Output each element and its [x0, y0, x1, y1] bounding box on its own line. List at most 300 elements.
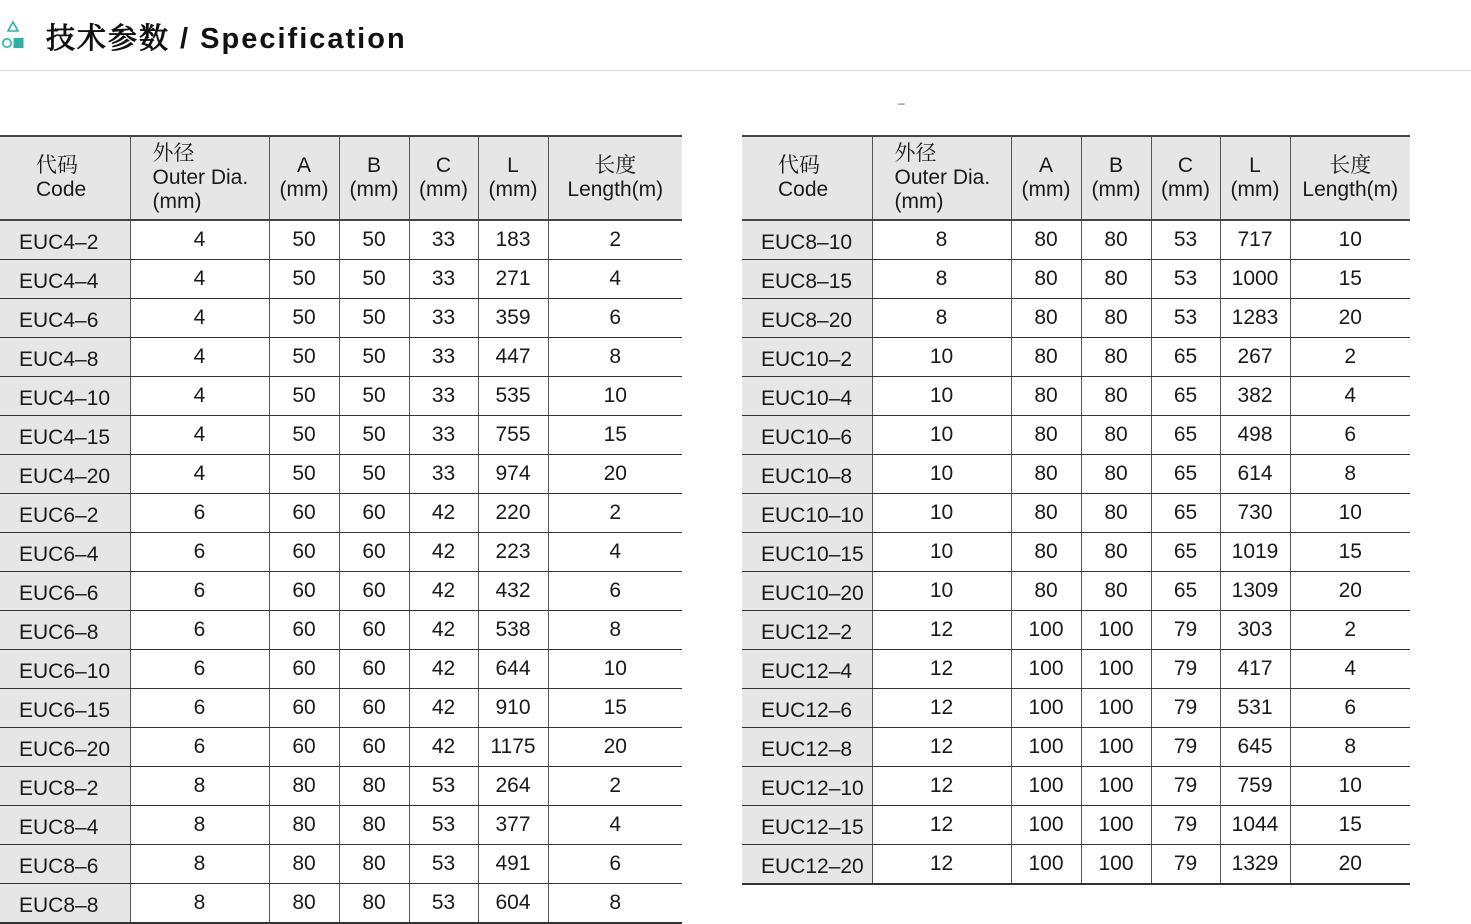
l-cell: 447 — [478, 338, 548, 377]
b-cell: 50 — [339, 377, 409, 416]
b-cell: 60 — [339, 689, 409, 728]
a-cell: 100 — [1011, 611, 1081, 650]
c-cell: 65 — [1151, 416, 1220, 455]
table-row — [0, 299, 682, 338]
code-cell: EUC10–20 — [742, 572, 872, 611]
l-cell: 491 — [478, 845, 548, 884]
table-row — [742, 494, 1410, 533]
b-cell: 80 — [1081, 416, 1151, 455]
outer-dia-cell: 12 — [872, 650, 1011, 689]
outer-dia-cell: 4 — [130, 260, 269, 299]
l-cell: 267 — [1220, 338, 1290, 377]
b-cell: 60 — [339, 533, 409, 572]
a-cell: 80 — [1011, 299, 1081, 338]
outer-dia-cell: 6 — [130, 728, 269, 767]
length-cell: 10 — [1290, 220, 1410, 260]
c-cell: 42 — [409, 689, 478, 728]
a-cell: 80 — [1011, 494, 1081, 533]
a-cell: 80 — [1011, 455, 1081, 494]
c-cell: 42 — [409, 611, 478, 650]
b-cell: 80 — [339, 884, 409, 924]
length-cell: 2 — [1290, 338, 1410, 377]
c-cell: 79 — [1151, 611, 1220, 650]
b-cell: 80 — [1081, 494, 1151, 533]
code-cell: EUC8–2 — [0, 767, 130, 806]
outer-dia-cell: 12 — [872, 806, 1011, 845]
length-cell: 15 — [1290, 260, 1410, 299]
l-cell: 1019 — [1220, 533, 1290, 572]
outer-dia-cell: 6 — [130, 611, 269, 650]
c-cell: 42 — [409, 728, 478, 767]
outer-dia-cell: 10 — [872, 455, 1011, 494]
a-cell: 50 — [269, 455, 339, 494]
outer-dia-cell: 6 — [130, 650, 269, 689]
c-cell: 42 — [409, 494, 478, 533]
length-cell: 10 — [548, 650, 682, 689]
header-outer-dia: 外径 Outer Dia. (mm) — [130, 136, 269, 220]
table-header-row — [0, 136, 682, 220]
code-cell: EUC8–8 — [0, 884, 130, 924]
b-cell: 50 — [339, 260, 409, 299]
a-cell: 60 — [269, 572, 339, 611]
l-cell: 359 — [478, 299, 548, 338]
length-cell: 4 — [548, 806, 682, 845]
code-cell: EUC6–2 — [0, 494, 130, 533]
a-cell: 100 — [1011, 728, 1081, 767]
length-cell: 15 — [1290, 806, 1410, 845]
c-cell: 42 — [409, 533, 478, 572]
c-cell: 33 — [409, 338, 478, 377]
b-cell: 100 — [1081, 611, 1151, 650]
table-row — [742, 689, 1410, 728]
code-cell: EUC4–20 — [0, 455, 130, 494]
a-cell: 80 — [1011, 572, 1081, 611]
a-cell: 60 — [269, 494, 339, 533]
a-cell: 80 — [1011, 260, 1081, 299]
length-cell: 4 — [548, 533, 682, 572]
c-cell: 33 — [409, 220, 478, 260]
header-b: B (mm) — [339, 136, 409, 220]
header-code: 代码 Code — [0, 136, 130, 220]
table-row — [0, 533, 682, 572]
a-cell: 100 — [1011, 845, 1081, 885]
b-cell: 50 — [339, 416, 409, 455]
code-cell: EUC10–6 — [742, 416, 872, 455]
length-cell: 6 — [1290, 416, 1410, 455]
c-cell: 53 — [409, 884, 478, 924]
b-cell: 80 — [1081, 377, 1151, 416]
table-row — [0, 884, 682, 924]
c-cell: 53 — [409, 767, 478, 806]
a-cell: 50 — [269, 377, 339, 416]
c-cell: 65 — [1151, 533, 1220, 572]
outer-dia-cell: 10 — [872, 533, 1011, 572]
b-cell: 60 — [339, 728, 409, 767]
table-row — [742, 338, 1410, 377]
table-row — [0, 611, 682, 650]
spec-table-left — [0, 135, 682, 924]
a-cell: 80 — [269, 767, 339, 806]
table-row — [742, 572, 1410, 611]
l-cell: 717 — [1220, 220, 1290, 260]
c-cell: 79 — [1151, 689, 1220, 728]
l-cell: 730 — [1220, 494, 1290, 533]
c-cell: 79 — [1151, 806, 1220, 845]
l-cell: 417 — [1220, 650, 1290, 689]
table-row — [742, 650, 1410, 689]
length-cell: 20 — [1290, 572, 1410, 611]
length-cell: 4 — [548, 260, 682, 299]
length-cell: 15 — [1290, 533, 1410, 572]
l-cell: 377 — [478, 806, 548, 845]
a-cell: 50 — [269, 416, 339, 455]
table-row — [742, 260, 1410, 299]
outer-dia-cell: 8 — [872, 220, 1011, 260]
code-cell: EUC8–10 — [742, 220, 872, 260]
code-cell: EUC4–10 — [0, 377, 130, 416]
outer-dia-cell: 6 — [130, 533, 269, 572]
length-cell: 10 — [1290, 767, 1410, 806]
header-l: L (mm) — [478, 136, 548, 220]
table-row — [742, 611, 1410, 650]
c-cell: 53 — [409, 806, 478, 845]
c-cell: 53 — [409, 845, 478, 884]
header-c: C (mm) — [1151, 136, 1220, 220]
a-cell: 80 — [1011, 416, 1081, 455]
c-cell: 42 — [409, 572, 478, 611]
table-row — [742, 533, 1410, 572]
b-cell: 80 — [1081, 533, 1151, 572]
code-cell: EUC12–10 — [742, 767, 872, 806]
code-cell: EUC12–8 — [742, 728, 872, 767]
outer-dia-cell: 6 — [130, 572, 269, 611]
code-cell: EUC12–2 — [742, 611, 872, 650]
table-row — [742, 845, 1410, 885]
table-row — [0, 767, 682, 806]
length-cell: 6 — [548, 299, 682, 338]
code-cell: EUC6–8 — [0, 611, 130, 650]
l-cell: 1283 — [1220, 299, 1290, 338]
code-cell: EUC10–15 — [742, 533, 872, 572]
length-cell: 20 — [548, 455, 682, 494]
table-row — [742, 728, 1410, 767]
table-row — [742, 220, 1410, 260]
outer-dia-cell: 4 — [130, 338, 269, 377]
a-cell: 100 — [1011, 806, 1081, 845]
code-cell: EUC10–4 — [742, 377, 872, 416]
outer-dia-cell: 10 — [872, 377, 1011, 416]
length-cell: 2 — [548, 220, 682, 260]
table-row — [0, 377, 682, 416]
a-cell: 80 — [1011, 220, 1081, 260]
a-cell: 100 — [1011, 689, 1081, 728]
b-cell: 100 — [1081, 806, 1151, 845]
outer-dia-cell: 8 — [872, 299, 1011, 338]
length-cell: 4 — [1290, 650, 1410, 689]
c-cell: 33 — [409, 416, 478, 455]
code-cell: EUC8–20 — [742, 299, 872, 338]
a-cell: 60 — [269, 611, 339, 650]
outer-dia-cell: 8 — [130, 806, 269, 845]
header-a: A (mm) — [1011, 136, 1081, 220]
length-cell: 4 — [1290, 377, 1410, 416]
b-cell: 60 — [339, 611, 409, 650]
code-cell: EUC10–10 — [742, 494, 872, 533]
a-cell: 50 — [269, 260, 339, 299]
b-cell: 100 — [1081, 767, 1151, 806]
table-row — [0, 455, 682, 494]
a-cell: 80 — [269, 845, 339, 884]
length-cell: 15 — [548, 416, 682, 455]
outer-dia-cell: 8 — [130, 767, 269, 806]
b-cell: 80 — [1081, 572, 1151, 611]
outer-dia-cell: 8 — [130, 845, 269, 884]
l-cell: 303 — [1220, 611, 1290, 650]
outer-dia-cell: 6 — [130, 494, 269, 533]
code-cell: EUC8–6 — [0, 845, 130, 884]
table-row — [0, 689, 682, 728]
b-cell: 80 — [1081, 455, 1151, 494]
b-cell: 80 — [1081, 338, 1151, 377]
c-cell: 42 — [409, 650, 478, 689]
header-length: 长度 Length(m) — [548, 136, 682, 220]
l-cell: 498 — [1220, 416, 1290, 455]
l-cell: 1175 — [478, 728, 548, 767]
outer-dia-cell: 6 — [130, 689, 269, 728]
l-cell: 432 — [478, 572, 548, 611]
a-cell: 80 — [269, 806, 339, 845]
length-cell: 20 — [548, 728, 682, 767]
length-cell: 6 — [548, 845, 682, 884]
table-row — [742, 416, 1410, 455]
b-cell: 100 — [1081, 728, 1151, 767]
l-cell: 1000 — [1220, 260, 1290, 299]
table-header-row — [742, 136, 1410, 220]
code-cell: EUC12–20 — [742, 845, 872, 885]
outer-dia-cell: 8 — [872, 260, 1011, 299]
code-cell: EUC12–15 — [742, 806, 872, 845]
outer-dia-cell: 12 — [872, 845, 1011, 885]
a-cell: 80 — [1011, 377, 1081, 416]
length-cell: 8 — [548, 611, 682, 650]
b-cell: 100 — [1081, 845, 1151, 885]
length-cell: 8 — [548, 884, 682, 924]
outer-dia-cell: 4 — [130, 377, 269, 416]
a-cell: 50 — [269, 220, 339, 260]
code-cell: EUC6–6 — [0, 572, 130, 611]
code-cell: EUC6–20 — [0, 728, 130, 767]
b-cell: 60 — [339, 650, 409, 689]
code-cell: EUC8–4 — [0, 806, 130, 845]
spec-table-right — [742, 135, 1410, 885]
code-cell: EUC6–15 — [0, 689, 130, 728]
l-cell: 1329 — [1220, 845, 1290, 885]
c-cell: 79 — [1151, 767, 1220, 806]
b-cell: 80 — [1081, 260, 1151, 299]
code-cell: EUC4–4 — [0, 260, 130, 299]
a-cell: 60 — [269, 689, 339, 728]
code-cell: EUC8–15 — [742, 260, 872, 299]
c-cell: 65 — [1151, 455, 1220, 494]
outer-dia-cell: 10 — [872, 572, 1011, 611]
page-title: 技术参数 / Specification — [46, 23, 407, 55]
outer-dia-cell: 10 — [872, 416, 1011, 455]
a-cell: 60 — [269, 650, 339, 689]
table-row — [742, 806, 1410, 845]
outer-dia-cell: 10 — [872, 494, 1011, 533]
c-cell: 33 — [409, 260, 478, 299]
outer-dia-cell: 12 — [872, 689, 1011, 728]
table-row — [0, 220, 682, 260]
outer-dia-cell: 4 — [130, 220, 269, 260]
l-cell: 1044 — [1220, 806, 1290, 845]
table-row — [0, 728, 682, 767]
length-cell: 10 — [1290, 494, 1410, 533]
length-cell: 2 — [548, 494, 682, 533]
code-cell: EUC4–15 — [0, 416, 130, 455]
outer-dia-cell: 10 — [872, 338, 1011, 377]
l-cell: 759 — [1220, 767, 1290, 806]
c-cell: 65 — [1151, 494, 1220, 533]
table-row — [0, 338, 682, 377]
code-cell: EUC12–6 — [742, 689, 872, 728]
l-cell: 183 — [478, 220, 548, 260]
code-cell: EUC6–4 — [0, 533, 130, 572]
b-cell: 80 — [339, 806, 409, 845]
l-cell: 1309 — [1220, 572, 1290, 611]
length-cell: 6 — [1290, 689, 1410, 728]
l-cell: 614 — [1220, 455, 1290, 494]
header-outer-dia: 外径 Outer Dia. (mm) — [872, 136, 1011, 220]
l-cell: 382 — [1220, 377, 1290, 416]
header-a: A (mm) — [269, 136, 339, 220]
b-cell: 80 — [339, 767, 409, 806]
l-cell: 604 — [478, 884, 548, 924]
c-cell: 65 — [1151, 377, 1220, 416]
l-cell: 220 — [478, 494, 548, 533]
a-cell: 60 — [269, 533, 339, 572]
code-cell: EUC10–2 — [742, 338, 872, 377]
c-cell: 53 — [1151, 260, 1220, 299]
b-cell: 100 — [1081, 689, 1151, 728]
b-cell: 60 — [339, 494, 409, 533]
c-cell: 53 — [1151, 220, 1220, 260]
header-l: L (mm) — [1220, 136, 1290, 220]
outer-dia-cell: 4 — [130, 416, 269, 455]
table-row — [742, 299, 1410, 338]
b-cell: 80 — [1081, 299, 1151, 338]
b-cell: 50 — [339, 299, 409, 338]
c-cell: 79 — [1151, 728, 1220, 767]
table-row — [0, 806, 682, 845]
length-cell: 2 — [1290, 611, 1410, 650]
b-cell: 80 — [339, 845, 409, 884]
length-cell: 15 — [548, 689, 682, 728]
c-cell: 33 — [409, 299, 478, 338]
table-row — [0, 494, 682, 533]
outer-dia-cell: 4 — [130, 299, 269, 338]
header-b: B (mm) — [1081, 136, 1151, 220]
a-cell: 80 — [269, 884, 339, 924]
code-cell: EUC6–10 — [0, 650, 130, 689]
a-cell: 100 — [1011, 650, 1081, 689]
l-cell: 223 — [478, 533, 548, 572]
length-cell: 6 — [548, 572, 682, 611]
l-cell: 271 — [478, 260, 548, 299]
table-row — [742, 455, 1410, 494]
length-cell: 2 — [548, 767, 682, 806]
l-cell: 644 — [478, 650, 548, 689]
outer-dia-cell: 12 — [872, 767, 1011, 806]
table-row — [742, 377, 1410, 416]
table-row — [0, 260, 682, 299]
header-length: 长度 Length(m) — [1290, 136, 1410, 220]
l-cell: 910 — [478, 689, 548, 728]
outer-dia-cell: 12 — [872, 611, 1011, 650]
page-header — [0, 0, 1471, 71]
l-cell: 974 — [478, 455, 548, 494]
b-cell: 80 — [1081, 220, 1151, 260]
length-cell: 20 — [1290, 299, 1410, 338]
triangle-circle-square-icon — [1, 20, 27, 50]
b-cell: 60 — [339, 572, 409, 611]
outer-dia-cell: 8 — [130, 884, 269, 924]
c-cell: 33 — [409, 455, 478, 494]
c-cell: 65 — [1151, 572, 1220, 611]
a-cell: 60 — [269, 728, 339, 767]
table-row — [0, 845, 682, 884]
outer-dia-cell: 12 — [872, 728, 1011, 767]
a-cell: 50 — [269, 338, 339, 377]
a-cell: 80 — [1011, 338, 1081, 377]
code-cell: EUC10–8 — [742, 455, 872, 494]
l-cell: 645 — [1220, 728, 1290, 767]
length-cell: 8 — [1290, 455, 1410, 494]
c-cell: 79 — [1151, 845, 1220, 885]
b-cell: 50 — [339, 455, 409, 494]
a-cell: 80 — [1011, 533, 1081, 572]
header-code: 代码 Code — [742, 136, 872, 220]
header-c: C (mm) — [409, 136, 478, 220]
code-cell: EUC4–2 — [0, 220, 130, 260]
a-cell: 100 — [1011, 767, 1081, 806]
table-row — [0, 416, 682, 455]
c-cell: 65 — [1151, 338, 1220, 377]
c-cell: 79 — [1151, 650, 1220, 689]
c-cell: 33 — [409, 377, 478, 416]
table-row — [742, 767, 1410, 806]
code-cell: EUC4–6 — [0, 299, 130, 338]
a-cell: 50 — [269, 299, 339, 338]
stray-dash-mark: – — [898, 96, 905, 110]
length-cell: 20 — [1290, 845, 1410, 885]
c-cell: 53 — [1151, 299, 1220, 338]
b-cell: 50 — [339, 220, 409, 260]
l-cell: 264 — [478, 767, 548, 806]
b-cell: 50 — [339, 338, 409, 377]
b-cell: 100 — [1081, 650, 1151, 689]
length-cell: 8 — [548, 338, 682, 377]
table-row — [0, 572, 682, 611]
length-cell: 8 — [1290, 728, 1410, 767]
code-cell: EUC4–8 — [0, 338, 130, 377]
l-cell: 755 — [478, 416, 548, 455]
l-cell: 538 — [478, 611, 548, 650]
l-cell: 531 — [1220, 689, 1290, 728]
outer-dia-cell: 4 — [130, 455, 269, 494]
table-row — [0, 650, 682, 689]
code-cell: EUC12–4 — [742, 650, 872, 689]
